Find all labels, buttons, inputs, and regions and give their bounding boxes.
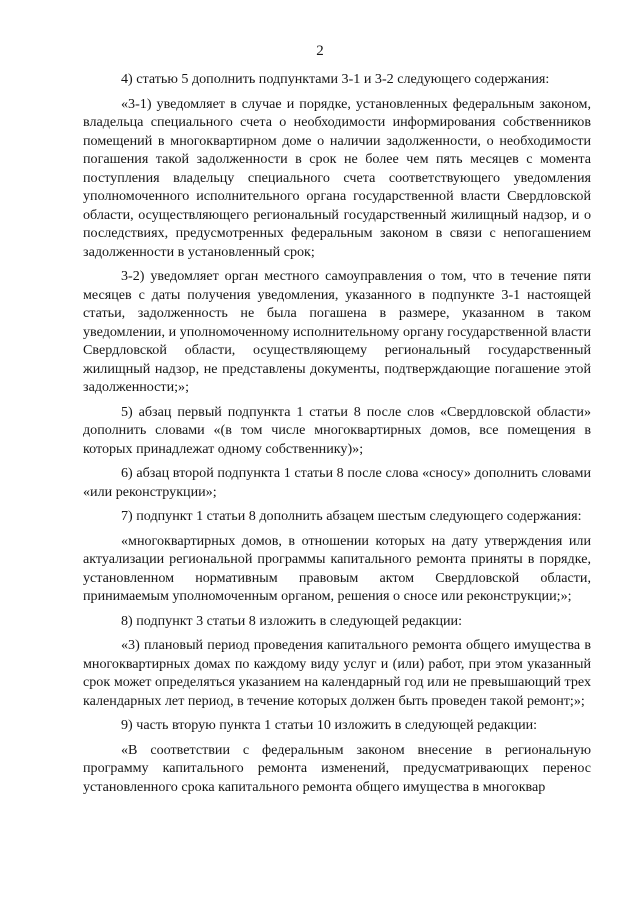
paragraph-item-8-quote: «3) плановый период проведения капитального ремонта общего имущества в многоквартирных домах по каждому виду услуг и (или) работ, при этом указанный срок может определяться указанием на календарный год или не превышающий трех календарных лет период, в течение которых должен быть проведен такой ремонт;»; [83, 637, 591, 709]
page-number: 2 [316, 43, 324, 59]
paragraph-item-9: 9) часть вторую пункта 1 статьи 10 изложить в следующей редакции: [121, 717, 538, 733]
paragraph-item-4: 4) статью 5 дополнить подпунктами 3-1 и 3-2 следующего содержания: [121, 71, 550, 87]
document-body [83, 70, 591, 802]
paragraph-item-7: 7) подпункт 1 статьи 8 дополнить абзацем шестым следующего содержания: [121, 508, 582, 524]
paragraph-item-6: 6) абзац второй подпункта 1 статьи 8 после слова «сносу» дополнить словами «или реконструкции»; [83, 465, 591, 500]
paragraph-item-7-quote: «многоквартирных домов, в отношении которых на дату утверждения или актуализации региональной программы капитального ремонта приняты в порядке, установленном нормативным правовым актом Свердловской области, принимаемым уполномоченным органом, решения о сносе или реконструкции;»; [83, 532, 591, 604]
paragraph-subitem-3-2: 3-2) уведомляет орган местного самоуправления о том, что в течение пяти месяцев с даты получения уведомления, указанного в подпункте 3-1 настоящей статьи, задолженность не была погашена в размере, указанном в таком уведомлении, и уполномоченному исполнительному органу государственной власти Свердловской области, осуществляющему региональный государственный жилищный надзор, не представлены документы, подтверждающие погашение этой задолженности;»; [83, 268, 591, 395]
paragraph-item-8: 8) подпункт 3 статьи 8 изложить в следующей редакции: [121, 612, 462, 629]
paragraph-subitem-3-1: «3-1) уведомляет в случае и порядке, установленных федеральным законом, владельца специального счета о необходимости информирования собственников помещений в многоквартирном доме о наличии задолженности, о необходимости погашения такой задолженности в срок не более чем пять месяцев с момента поступления владельцу специального счета соответствующего уведомления уполномоченного исполнительного органа государственной власти Свердловской области, осуществляющего региональный государственный жилищный надзор, и о последствиях, предусмотренных федеральным законом в связи с непогашением задолженности в установленный срок; [83, 95, 591, 260]
paragraph-item-9-quote: «В соответствии с федеральным законом внесение в региональную программу капитального ремонта изменений, предусматривающих перенос установленного срока капитального ремонта общего имущества в многоквар [83, 741, 591, 795]
paragraph-item-5: 5) абзац первый подпункта 1 статьи 8 после слов «Свердловской области» дополнить словами «(в том числе многоквартирных домов, все помещения в которых принадлежат одному собственнику)»; [83, 403, 591, 457]
